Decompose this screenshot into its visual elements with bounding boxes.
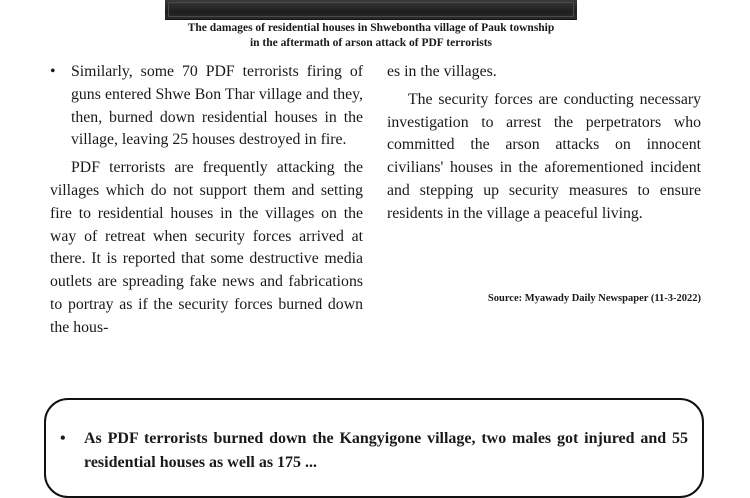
source-citation: Source: Myawady Daily Newspaper (11-3-2022)	[487, 293, 701, 304]
news-photo	[165, 0, 577, 20]
bullet-paragraph-text: Similarly, some 70 PDF terrorists firing of guns entered Shwe Bon Thar village and they, then, burned down residential houses in the village, leaving 25 houses destroyed in fire.	[71, 63, 363, 149]
photo-caption	[150, 21, 592, 51]
bullet-paragraph	[50, 61, 363, 152]
photo-frame	[168, 2, 574, 17]
paragraph-2: PDF terrorists are frequently attacking the villages which do not support them and setting fire to residential houses in the villages on the way of retreat when security forces arrived at there. It is reported that some destructive media outlets are spreading fake news and fabrications to portray as if the security forces burned down the hous-	[50, 159, 363, 336]
paragraph-2-continued: es in the villages.	[387, 63, 497, 80]
caption-line-2: in the aftermath of arson attack of PDF terrorists	[249, 37, 493, 49]
right-column	[387, 61, 701, 226]
left-column	[50, 61, 363, 340]
paragraph-3: The security forces are conducting necessary investigation to arrest the perpetrators who committed the arson attacks on innocent civilians' houses in the aforementioned incident and stepping up security measures to ensure residents in the village a peaceful living.	[387, 90, 701, 222]
highlight-box-text: As PDF terrorists burned down the Kangyigone village, two males got injured and 55 residential houses as well as 175 ...	[84, 430, 688, 471]
bullet-icon: •	[60, 430, 66, 447]
bullet-icon: •	[50, 63, 56, 80]
caption-line-1: The damages of residential houses in Shwebontha village of Pauk township	[187, 22, 555, 34]
